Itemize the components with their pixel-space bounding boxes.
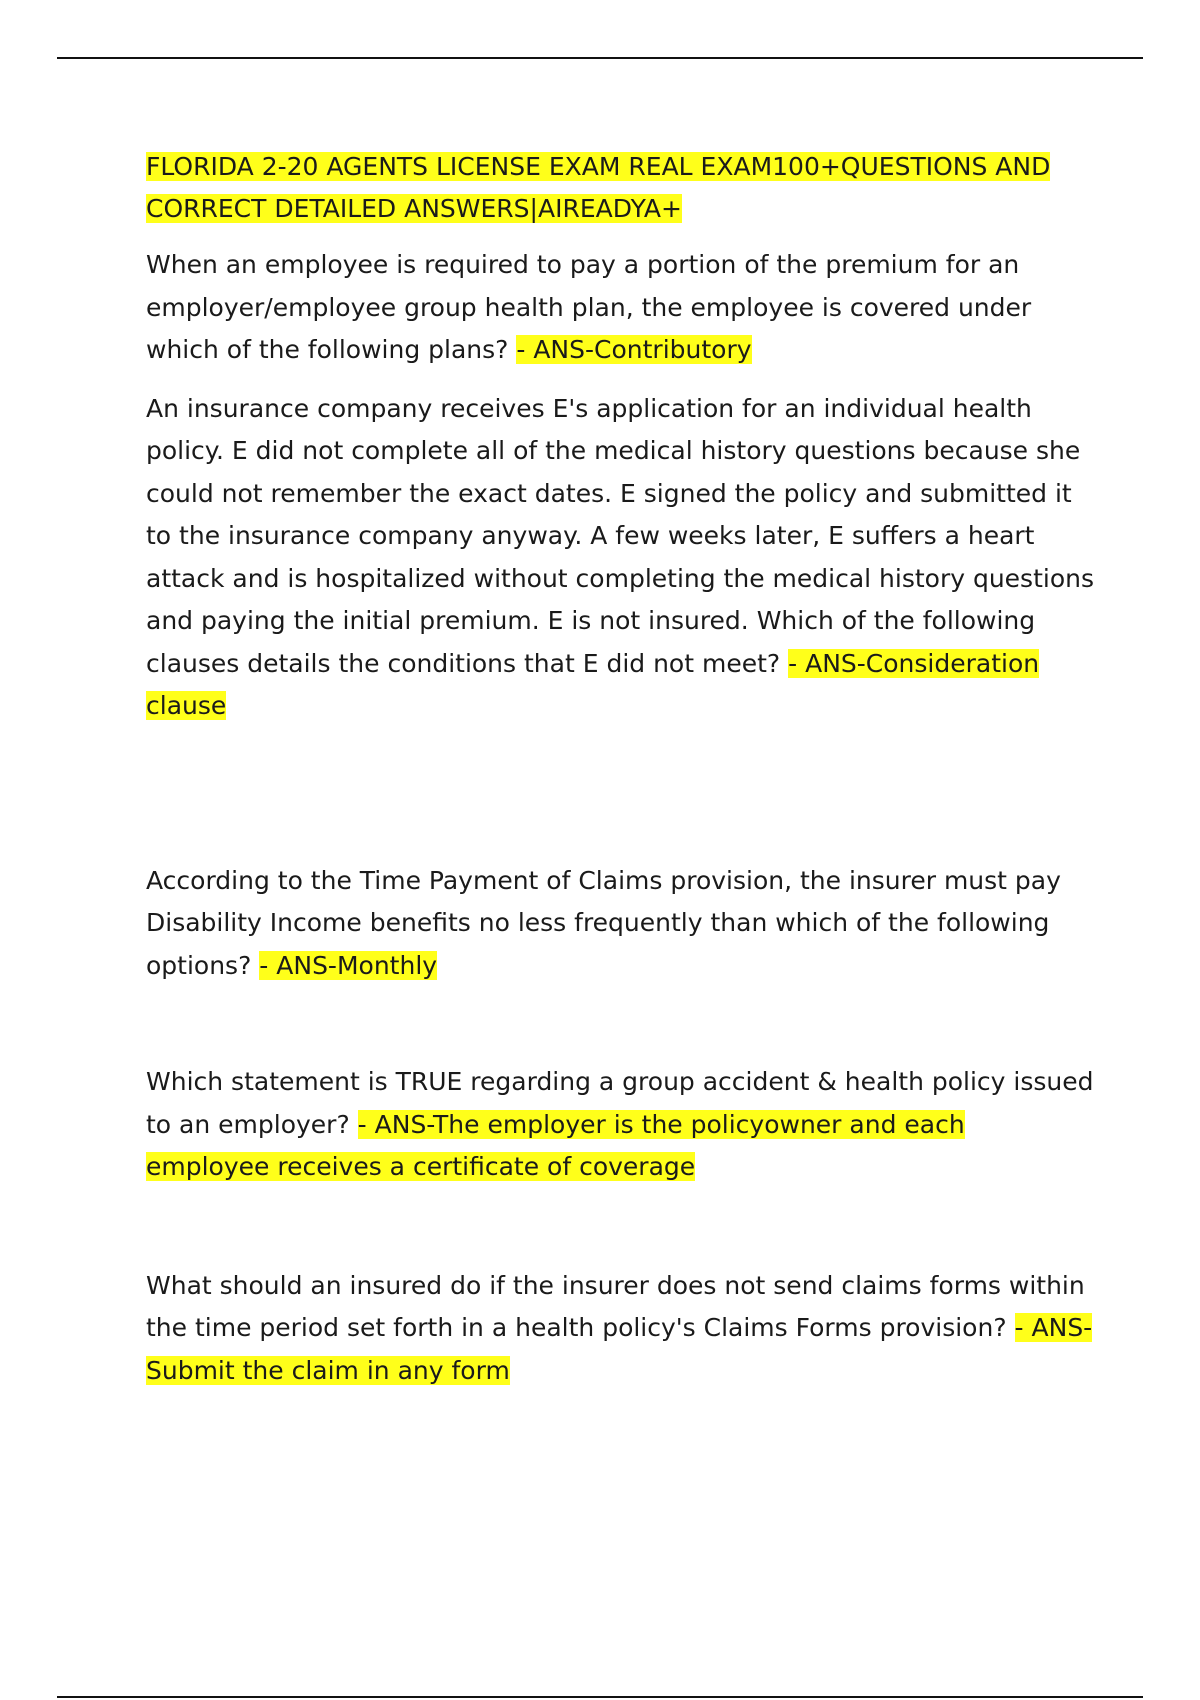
qa-item-1 (146, 244, 1096, 372)
document-title (146, 146, 1096, 230)
answer-text: - ANS-The employer is the policyowner and each employee receives a certificate of coverage (146, 1109, 965, 1181)
document-body (146, 146, 1096, 1392)
qa-item-4 (146, 1061, 1096, 1189)
question-text: An insurance company receives E's application for an individual health policy. E did not complete all of the medical history questions because she could not remember the exact dates. E signed the policy and submitted it to the insurance company anyway. A few weeks later, E suffers a heart attack and is hospitalized without completing the medical history questions and paying the initial premium. E is not insured. Which of the following clauses details the conditions that E did not meet? (146, 393, 1094, 678)
qa-item-2 (146, 388, 1096, 728)
answer-text: - ANS-Contributory (516, 335, 752, 364)
question-text: According to the Time Payment of Claims provision, the insurer must pay Disability Income benefits no less frequently than which of the following options? (146, 865, 1061, 980)
answer-text: - ANS-Submit the claim in any form (146, 1313, 1093, 1385)
qa-item-5 (146, 1265, 1096, 1393)
document-title-text: FLORIDA 2-20 AGENTS LICENSE EXAM REAL EXAM100+QUESTIONS AND CORRECT DETAILED ANSWERS|AIREADYA+ (146, 152, 1051, 223)
question-text: When an employee is required to pay a portion of the premium for an employer/employee group health plan, the employee is covered under which of the following plans? (146, 250, 1032, 364)
answer-text: - ANS-Consideration clause (146, 648, 1040, 720)
footer-rule (57, 1696, 1143, 1698)
question-text: Which statement is TRUE regarding a group accident & health policy issued to an employer? (146, 1067, 1094, 1139)
answer-text: - ANS-Monthly (259, 950, 438, 980)
question-text: What should an insured do if the insurer does not send claims forms within the time period set forth in a health policy's Claims Forms provision? (146, 1270, 1085, 1342)
qa-item-3 (146, 860, 1096, 988)
header-rule (57, 57, 1143, 59)
